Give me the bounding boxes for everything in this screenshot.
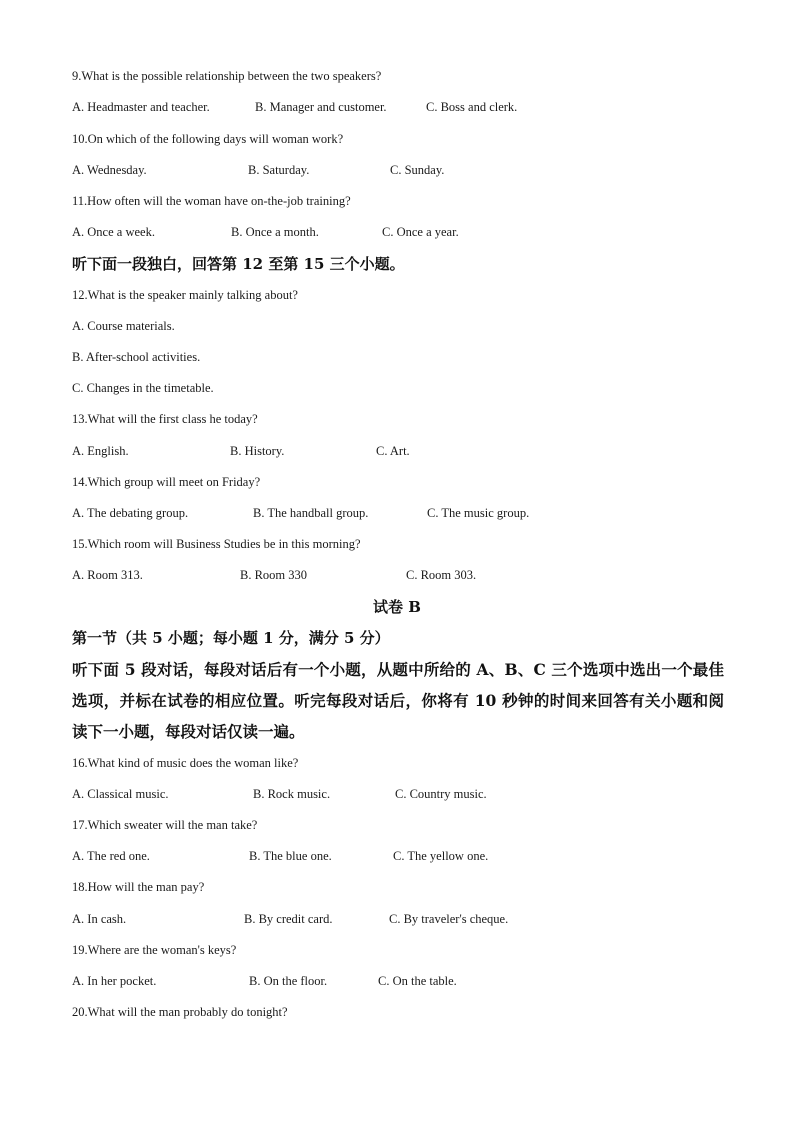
paper-b-title: 试卷 B — [373, 598, 421, 616]
option-c: C. By traveler's cheque. — [389, 912, 509, 926]
option-c: C. Art. — [376, 444, 410, 458]
option-c: C. The yellow one. — [393, 849, 489, 863]
option-b: B. Room 330 — [240, 568, 308, 582]
question-12-option-c: C. Changes in the timetable. — [72, 381, 214, 395]
question-11: 11.How often will the woman have on-the-job training? — [72, 194, 351, 208]
option-c: C. Boss and clerk. — [426, 100, 518, 114]
option-a: A. Headmaster and teacher. — [72, 100, 210, 114]
option-b: B. By credit card. — [244, 912, 333, 926]
section-one-heading: 第一节（共 5 小题；每小题 1 分，满分 5 分） — [72, 629, 390, 647]
question-17: 17.Which sweater will the man take? — [72, 818, 258, 832]
question-12: 12.What is the speaker mainly talking about? — [72, 288, 298, 302]
question-15: 15.Which room will Business Studies be in this morning? — [72, 537, 361, 551]
option-b: B. The handball group. — [253, 506, 369, 520]
option-b: B. Rock music. — [253, 787, 331, 801]
option-c: C. Sunday. — [390, 163, 445, 177]
option-a: A. Once a week. — [72, 225, 155, 239]
question-16: 16.What kind of music does the woman like? — [72, 756, 299, 770]
option-c: C. The music group. — [427, 506, 530, 520]
option-c: C. Room 303. — [406, 568, 477, 582]
option-a: A. Wednesday. — [72, 163, 147, 177]
option-b: B. The blue one. — [249, 849, 332, 863]
option-b: B. On the floor. — [249, 974, 328, 988]
option-a: A. In cash. — [72, 912, 127, 926]
option-b: B. Saturday. — [248, 163, 310, 177]
option-a: A. The debating group. — [72, 506, 189, 520]
question-12-option-b: B. After-school activities. — [72, 350, 201, 364]
question-18: 18.How will the man pay? — [72, 880, 205, 894]
question-13: 13.What will the first class he today? — [72, 412, 258, 426]
option-a: A. Room 313. — [72, 568, 143, 582]
question-14: 14.Which group will meet on Friday? — [72, 475, 261, 489]
option-c: C. Once a year. — [382, 225, 459, 239]
option-c: C. Country music. — [395, 787, 487, 801]
instructions-paragraph: 听下面 5 段对话，每段对话后有一个小题，从题中所给的 A、B、C 三个选项中选出一个最佳选项，并标在试卷的相应位置。听完每段对话后，你将有 10 秒钟的时间来回答有关小题和阅读下一小题，每段对话仅读一遍。 — [72, 660, 724, 741]
question-9: 9.What is the possible relationship between the two speakers? — [72, 69, 382, 83]
question-20: 20.What will the man probably do tonight? — [72, 1005, 288, 1019]
option-a: A. Classical music. — [72, 787, 169, 801]
question-12-option-a: A. Course materials. — [72, 319, 175, 333]
question-19: 19.Where are the woman's keys? — [72, 943, 237, 957]
option-a: A. In her pocket. — [72, 974, 157, 988]
option-b: B. Manager and customer. — [255, 100, 387, 114]
option-b: B. History. — [230, 444, 285, 458]
question-10: 10.On which of the following days will woman work? — [72, 132, 344, 146]
section-heading-monologue: 听下面一段独白，回答第 12 至第 15 三个小题。 — [72, 255, 405, 273]
option-a: A. English. — [72, 444, 129, 458]
option-c: C. On the table. — [378, 974, 457, 988]
option-b: B. Once a month. — [231, 225, 319, 239]
option-a: A. The red one. — [72, 849, 150, 863]
